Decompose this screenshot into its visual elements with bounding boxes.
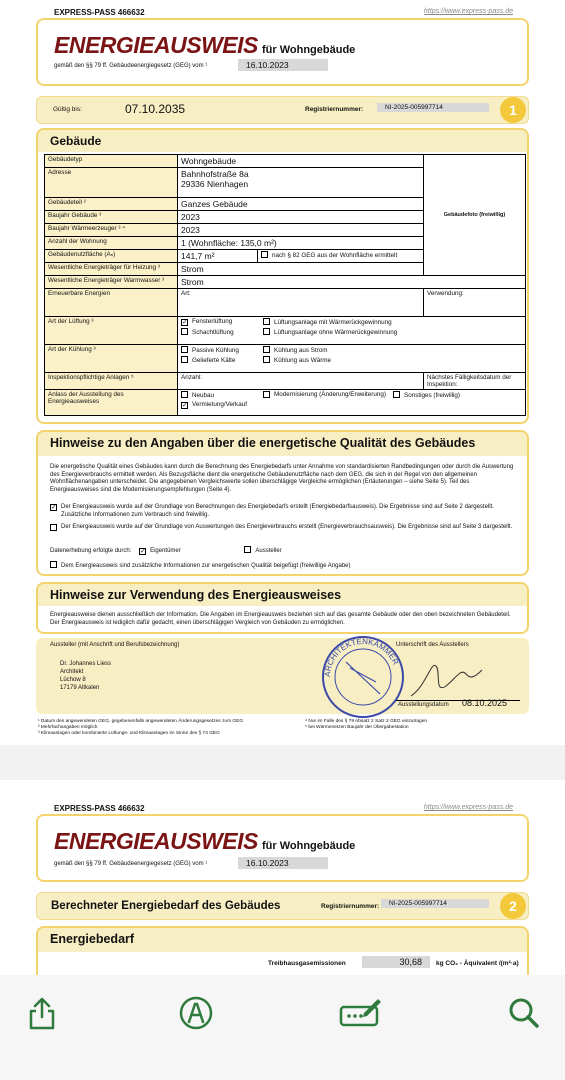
- law-text: gemäß den §§ 79 ff. Gebäudeenergiegesetz (GEG) vom ¹: [54, 63, 208, 69]
- row-label: Anzahl der Wohnung: [45, 237, 178, 250]
- checkbox[interactable]: [181, 346, 188, 353]
- markup-button[interactable]: [178, 995, 214, 1031]
- document-title: ENERGIEAUSWEIS: [54, 828, 258, 854]
- renewable-use: Verwendung:: [424, 289, 526, 317]
- checkbox[interactable]: [393, 391, 400, 398]
- issuer-city: 17179 Altkalen: [60, 685, 100, 691]
- data-collection-row: [50, 546, 518, 556]
- issue-date-label: Ausstellungsdatum: [398, 702, 449, 708]
- hinweise-box: [36, 430, 529, 576]
- ghg-label: Treibhausgasemissionen: [268, 960, 346, 967]
- option-verbrauch: [50, 524, 518, 532]
- option-label: Sonstiges (freiwillig): [404, 392, 460, 399]
- valid-date: 07.10.2035: [125, 102, 186, 116]
- header-id: EXPRESS-PASS 466632: [54, 8, 145, 17]
- checkbox[interactable]: [181, 328, 188, 335]
- checkbox[interactable]: [263, 391, 270, 398]
- option-additional-text: Dem Energieausweis sind zusätzliche Informationen zur energetischen Qualität beigefügt (freiwillige Angabe): [61, 563, 351, 569]
- validity-band: [36, 96, 529, 124]
- building-title: Gebäude: [38, 130, 527, 152]
- option-label: Vermietung/Verkauf: [192, 401, 247, 408]
- reg-number: NI-2025-005997714: [377, 103, 489, 112]
- signature-icon: [406, 656, 486, 701]
- option-label: Modernisierung (Änderung/Erweiterung): [274, 391, 387, 398]
- option-additional: [50, 561, 518, 571]
- title-box: [36, 814, 529, 882]
- ghg-unit: kg CO₂ - Äquivalent /(m²·a): [436, 960, 519, 967]
- cooling-options: [178, 345, 526, 373]
- year-built-value: 2023: [178, 211, 424, 224]
- row-label: Gebäudetyp: [45, 155, 178, 168]
- ghg-value: 30,68: [362, 956, 430, 968]
- footnotes-right: [305, 719, 427, 731]
- checkbox-checked[interactable]: ✓: [182, 402, 188, 409]
- title-suffix: für Wohngebäude: [262, 44, 356, 56]
- option-label: Fensterlüftung: [192, 318, 233, 325]
- footnote: ⁴ Nur im Falle des § 79 Absatz 2 Satz 2 GEG einzutragen: [305, 719, 428, 724]
- footnote: ³ Klimaanlagen oder kombinierte Lüftungs- und Klimaanlagen im Sinne des § 74 GEG: [38, 731, 220, 736]
- row-label: Adresse: [45, 168, 178, 198]
- row-label: Wesentliche Energieträger für Heizung ³: [45, 263, 178, 276]
- share-button[interactable]: [24, 995, 60, 1031]
- page-number-badge: 1: [500, 97, 526, 123]
- header-url[interactable]: https://www.express-pass.de: [423, 8, 513, 15]
- checkbox[interactable]: [181, 356, 188, 363]
- option-label: Lüftungsanlage ohne Wärmerückgewinnung: [274, 329, 398, 336]
- data-issuer-label: Aussteller: [255, 548, 282, 554]
- page-number-badge: 2: [500, 893, 526, 919]
- footnote: ² Mehrfachangaben möglich: [38, 725, 98, 730]
- inspection-count: Anzahl:: [178, 373, 424, 390]
- checkbox[interactable]: [244, 546, 251, 553]
- option-label: Kühlung aus Strom: [274, 347, 328, 354]
- row-label: Inspektionspflichtige Anlagen ⁵: [45, 373, 178, 390]
- row-label: Gebäudenutzfläche (Aₙ): [45, 250, 178, 263]
- law-date: 16.10.2023: [238, 59, 328, 71]
- share-icon: [24, 995, 60, 1031]
- footnote: ¹ Datum des angewendeten GEG, gegebenenfalls angewendeten Änderungsgesetzes zum GEG: [38, 719, 244, 724]
- year-heater-value: 2023: [178, 224, 424, 237]
- checkbox[interactable]: [263, 356, 270, 363]
- valid-label: Gültig bis:: [53, 106, 82, 113]
- option-label: Gelieferte Kälte: [192, 357, 236, 364]
- address-value: [178, 168, 424, 198]
- reg-number: NI-2025-005997714: [381, 899, 489, 908]
- hinweise-title: Hinweise zu den Angaben über die energetische Qualität des Gebäudes: [38, 432, 527, 456]
- verwendung-title: Hinweise zur Verwendung des Energieausweises: [38, 584, 527, 606]
- document-title: ENERGIEAUSWEIS: [54, 32, 258, 58]
- issuer-label: Aussteller (mit Anschrift und Berufsbezeichnung): [50, 642, 180, 648]
- option-label: Neubau: [192, 392, 215, 399]
- data-owner-label: Eigentümer: [150, 548, 181, 554]
- law-text: gemäß den §§ 79 ff. Gebäudeenergiegesetz (GEG) vom ¹: [54, 861, 208, 867]
- row-label: Wesentliche Energieträger Warmwasser ³: [45, 276, 178, 289]
- reg-label: Registriernummer:: [321, 903, 380, 910]
- checkbox[interactable]: [263, 318, 270, 325]
- row-label: Erneuerbare Energien: [45, 289, 178, 317]
- markup-icon: [178, 995, 214, 1031]
- reg-label: Registriernummer:: [305, 106, 364, 113]
- checkbox[interactable]: [50, 524, 57, 531]
- title-suffix: für Wohngebäude: [262, 840, 356, 852]
- issuer-section: [36, 638, 529, 714]
- band-title: Berechneter Energiebedarf des Gebäudes: [51, 900, 281, 912]
- footnote: ⁵ bei Wärmenetzen Baujahr der Übergabestation: [305, 725, 409, 730]
- building-type-value: Wohngebäude: [178, 155, 424, 168]
- header-url[interactable]: https://www.express-pass.de: [423, 804, 513, 811]
- verwendung-box: [36, 582, 529, 634]
- checkbox-checked[interactable]: ✓: [140, 548, 146, 555]
- row-label: Art der Lüftung ³: [45, 317, 178, 345]
- law-date: 16.10.2023: [238, 857, 328, 869]
- header-id: EXPRESS-PASS 466632: [54, 804, 145, 813]
- architect-stamp-icon: [318, 632, 408, 722]
- issuer-name: Dr. Johannes Liess: [60, 661, 112, 667]
- photo-cell: [424, 155, 526, 276]
- checkbox-checked[interactable]: ✓: [51, 504, 57, 511]
- document-page-2: [0, 780, 565, 980]
- checkbox-checked[interactable]: ✓: [182, 319, 188, 326]
- option-label: Lüftungsanlage mit Wärmerückgewinnung: [274, 319, 392, 326]
- area-note-cell: [258, 250, 424, 263]
- option-bedarf-text: Der Energieausweis wurde auf der Grundlage von Berechnungen des Energiebedarfs erstellt (Energiebedarfsausweis). Die Ergebnisse sind auf Seite 2 dargestellt. Zusätzliche Informationen zum Verbrauch sind freiwillig.: [61, 504, 494, 518]
- usable-area-value: 141,7 m²: [178, 250, 258, 263]
- data-collection-label: Datenerhebung erfolgte durch:: [50, 548, 132, 554]
- checkbox[interactable]: [181, 391, 188, 398]
- checkbox[interactable]: [50, 561, 57, 568]
- search-button[interactable]: [506, 995, 542, 1031]
- building-part-value: Ganzes Gebäude: [178, 198, 424, 211]
- address-street: Bahnhofstraße 8a: [181, 169, 249, 179]
- checkbox[interactable]: [263, 346, 270, 353]
- units-value: 1 (Wohnfläche: 135,0 m²): [178, 237, 424, 250]
- hinweise-text: Die energetische Qualität eines Gebäudes kann durch die Berechnung des Energiebedarfs unter Annahme von standardisierten Randbedingungen oder durch die Auswertung des Energieverbrauchs ermittelt werden. Als Bezugsfläche dient die energetische Gebäudenutzfläche nach dem GEG, die sich in der Regel von den allgemeinen Wohnflächenangaben unterscheidet. Die angegebenen Vergleichswerte sollen überschlägige Vergleiche ermöglichen (Erläuterungen – siehe Seite 5). Teil des Energieausweises sind die Modernisierungsempfehlungen (Seite 4).: [50, 464, 514, 493]
- row-label: Gebäudeteil ²: [45, 198, 178, 211]
- option-label: Kühlung aus Wärme: [274, 357, 332, 364]
- footnotes-left: [38, 719, 243, 737]
- area-note: nach § 82 GEG aus der Wohnfläche ermittelt: [272, 252, 398, 259]
- sign-icon: [338, 995, 382, 1031]
- row-label: Baujahr Gebäude ³: [45, 211, 178, 224]
- address-city: 29336 Nienhagen: [181, 179, 249, 189]
- photo-label: Gebäudefoto (freiwillig): [443, 212, 506, 218]
- issuer-street: Lüchow 8: [60, 677, 86, 683]
- row-label: Art der Kühlung ³: [45, 345, 178, 373]
- search-icon: [506, 995, 542, 1031]
- issuer-profession: Architekt: [60, 669, 84, 675]
- stamp-lettering: ARCHITEKTENKAMMER: [322, 636, 401, 678]
- option-bedarf: [50, 504, 518, 519]
- option-label: Passive Kühlung: [192, 347, 239, 354]
- heating-carrier-value: Strom: [178, 263, 424, 276]
- sign-button[interactable]: [338, 995, 382, 1031]
- water-carrier-value: Strom: [178, 276, 526, 289]
- section-band: [36, 892, 529, 920]
- issue-date: 08.10.2025: [462, 698, 508, 708]
- option-label: Schachtlüftung: [192, 329, 234, 336]
- checkbox[interactable]: [263, 328, 270, 335]
- inspection-next: Nächstes Fälligkeitsdatum der Inspektion:: [424, 373, 526, 390]
- building-table: [44, 154, 526, 416]
- title-box: [36, 18, 529, 86]
- option-verbrauch-text: Der Energieausweis wurde auf der Grundlage von Auswertungen des Energieverbrauchs erstellt (Energieverbrauchsausweis). Die Ergebnisse sind auf Seite 3 dargestellt.: [61, 524, 513, 530]
- row-label: Anlass der Ausstellung des Energieausweises: [45, 390, 178, 416]
- issuer-address: [60, 660, 111, 692]
- energy-demand-title: Energiebedarf: [38, 928, 527, 952]
- svg-text:ARCHITEKTENKAMMER: [323, 637, 401, 677]
- ventilation-options: [178, 317, 526, 345]
- signature-label: Unterschrift des Ausstellers: [396, 642, 469, 648]
- verwendung-text: Energieausweise dienen ausschließlich der Information. Die Angaben im Energieausweis beziehen sich auf das gesamte Gebäude oder den oben bezeichneten Gebäudeteil. Der Energieausweis ist lediglich dafür gedacht, einen überschlägigen Vergleich von Gebäuden zu ermöglichen.: [50, 612, 511, 626]
- renewable-type: Art:: [178, 289, 424, 317]
- area-note-checkbox[interactable]: [261, 251, 268, 258]
- bottom-toolbar: [0, 975, 565, 1080]
- row-label: Baujahr Wärmeerzeuger ³ ⁴: [45, 224, 178, 237]
- reason-options: [178, 390, 526, 416]
